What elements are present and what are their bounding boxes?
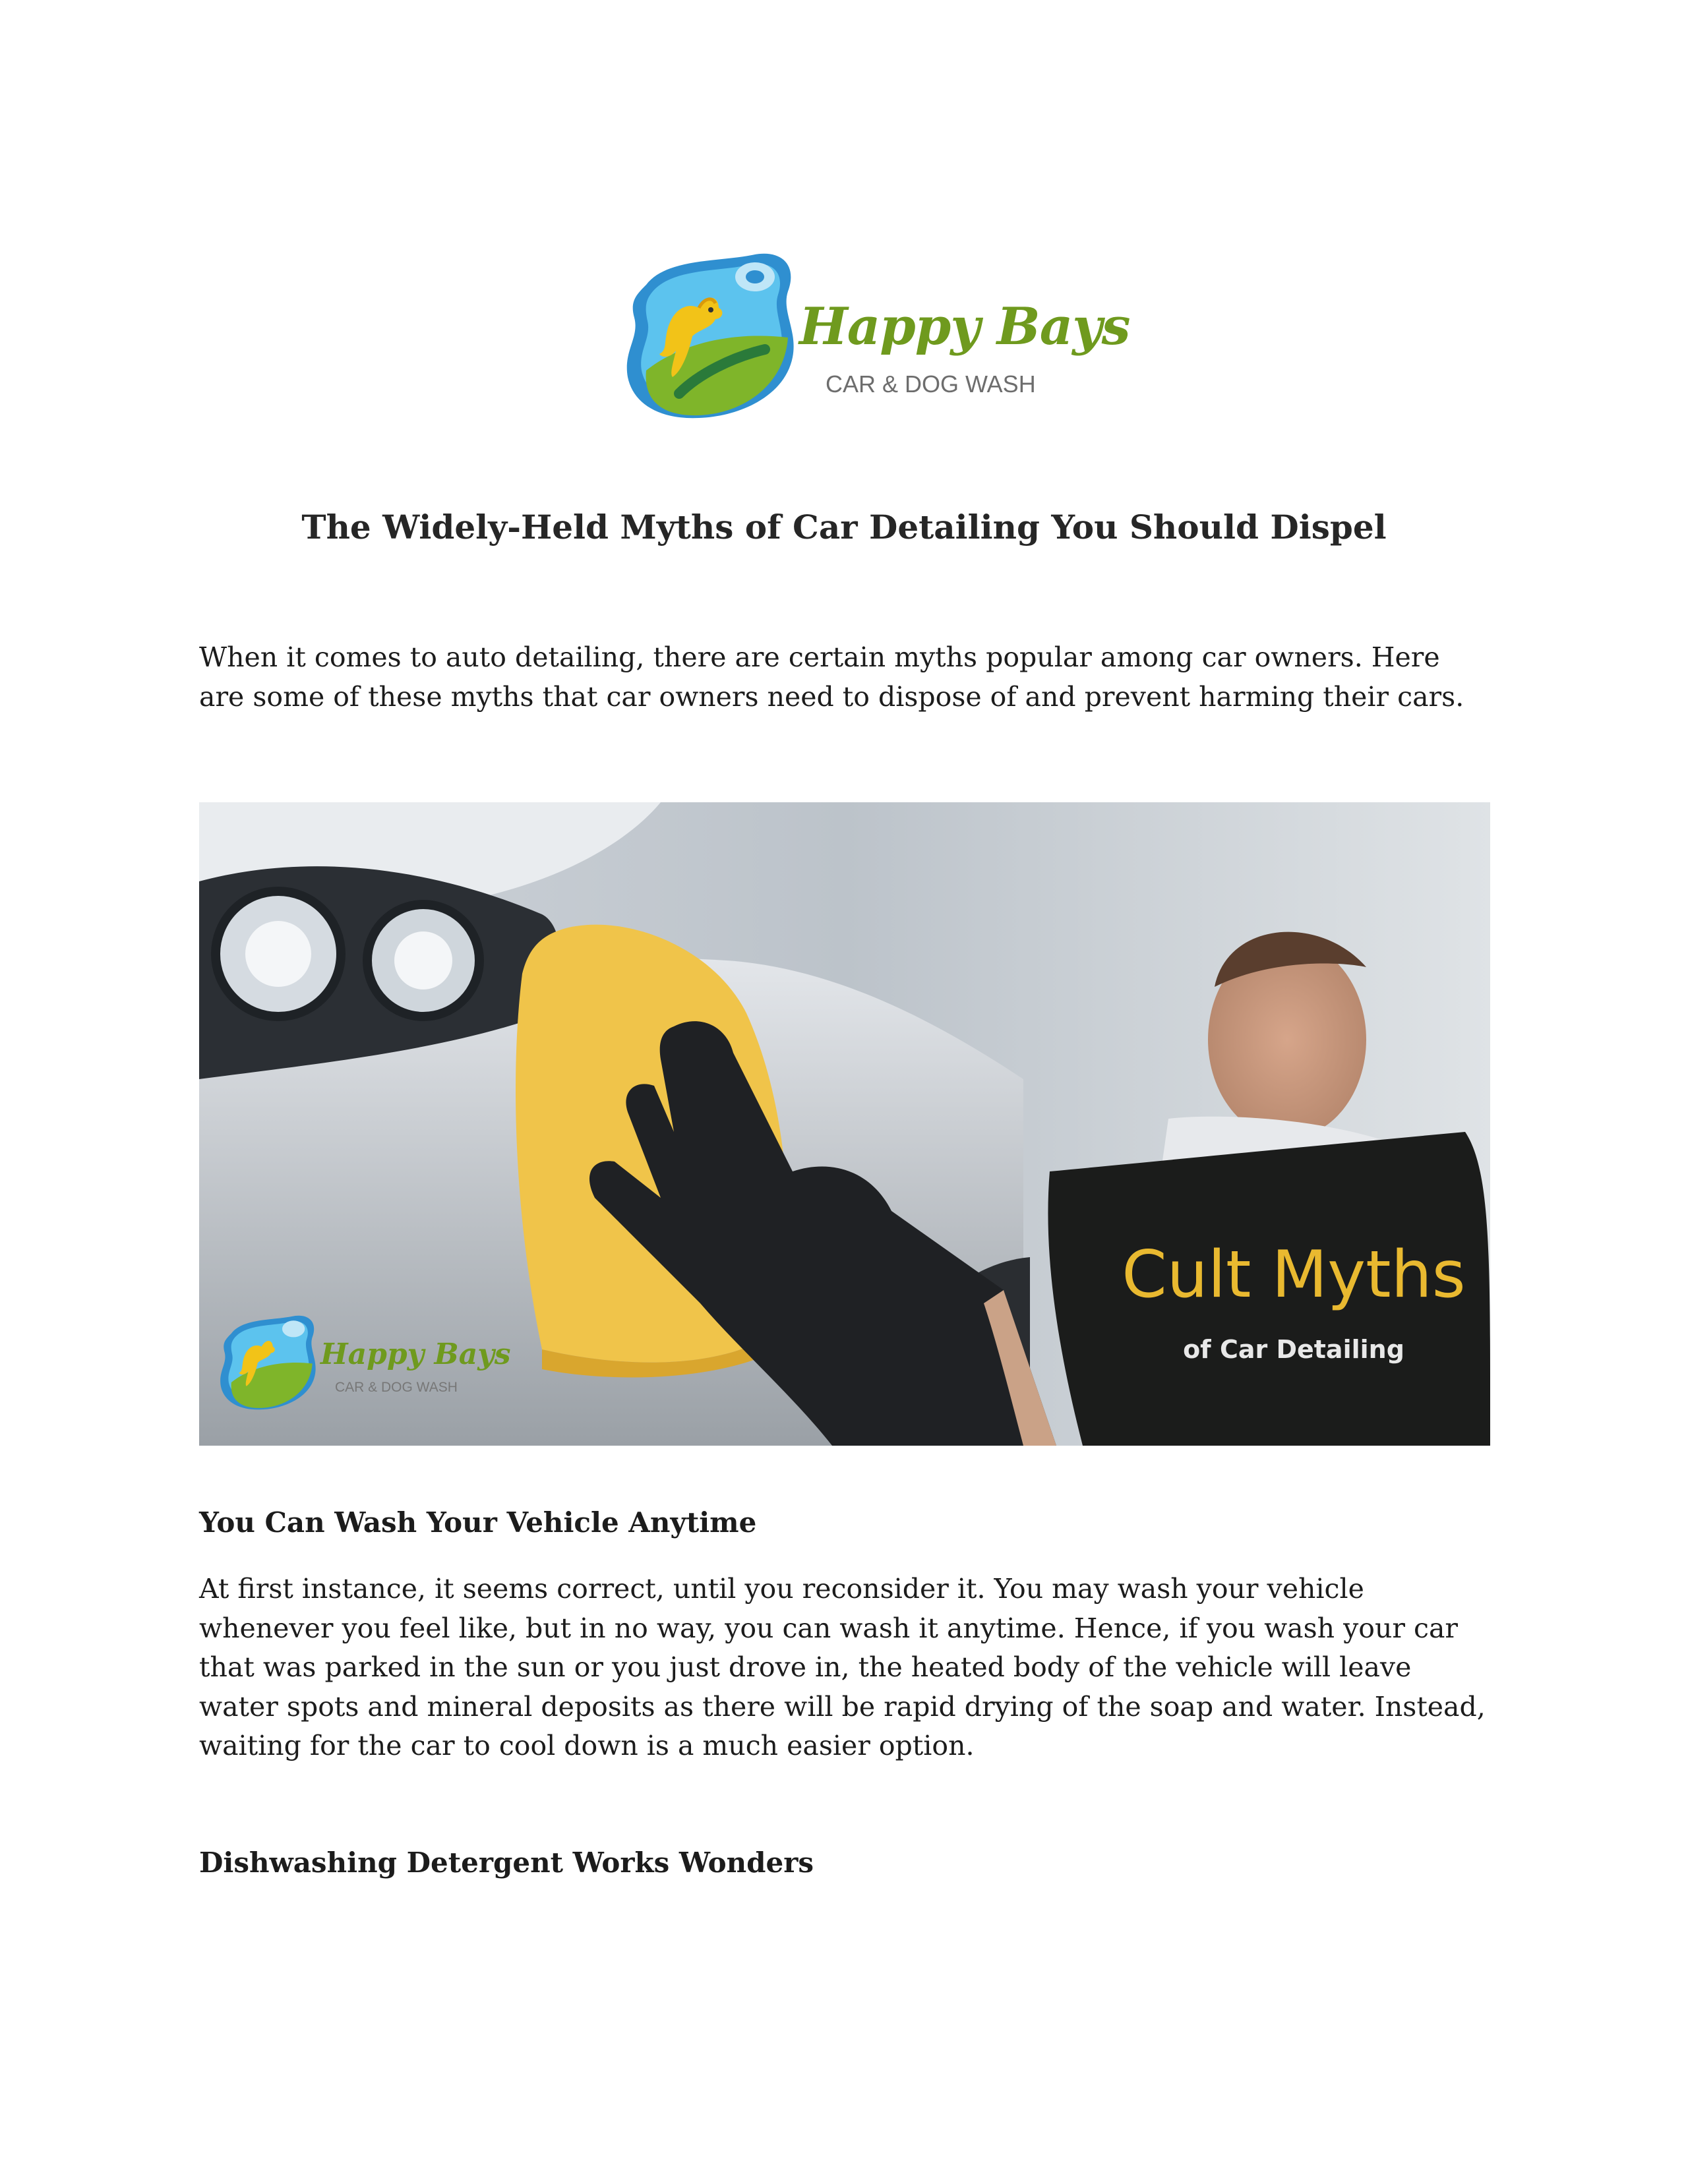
logo-name: Happy Bays [799,297,1130,357]
dog-splash-icon [216,1310,322,1415]
dog-splash-icon [620,245,804,427]
intro-paragraph: When it comes to auto detailing, there are certain myths popular among car owners. Here are some of these myths that car owners need to dispose of and prevent harming their cars. [199,641,1464,713]
hero-logo-subtitle: CAR & DOG WASH [335,1380,458,1395]
logo-subtitle: CAR & DOG WASH [826,370,1036,398]
banner-title: Cult Myths [1122,1237,1466,1313]
section-body: At first instance, it seems correct, until you reconsider it. You may wash your vehicle whenever you feel like, but in no way, you can wash it anytime. Hence, if you wash your car that was parked in the sun or you just drove in, the heated body of the vehicle will leave water spots and mineral deposits as there will be rapid drying of the soap and water. Instead, waiting for the car to cool down is a much easier option. [199,1573,1486,1761]
banner-subtitle: of Car Detailing [1183,1335,1404,1364]
section-heading: Dishwashing Detergent Works Wonders [199,1846,814,1879]
page-title: The Widely-Held Myths of Car Detailing You Should Dispel [301,508,1387,546]
hero-logo [216,1310,511,1415]
brand-logo [620,245,1130,427]
hero-logo-name: Happy Bays [320,1338,511,1371]
section-heading: You Can Wash Your Vehicle Anytime [199,1506,757,1539]
hero-image [199,802,1490,1446]
